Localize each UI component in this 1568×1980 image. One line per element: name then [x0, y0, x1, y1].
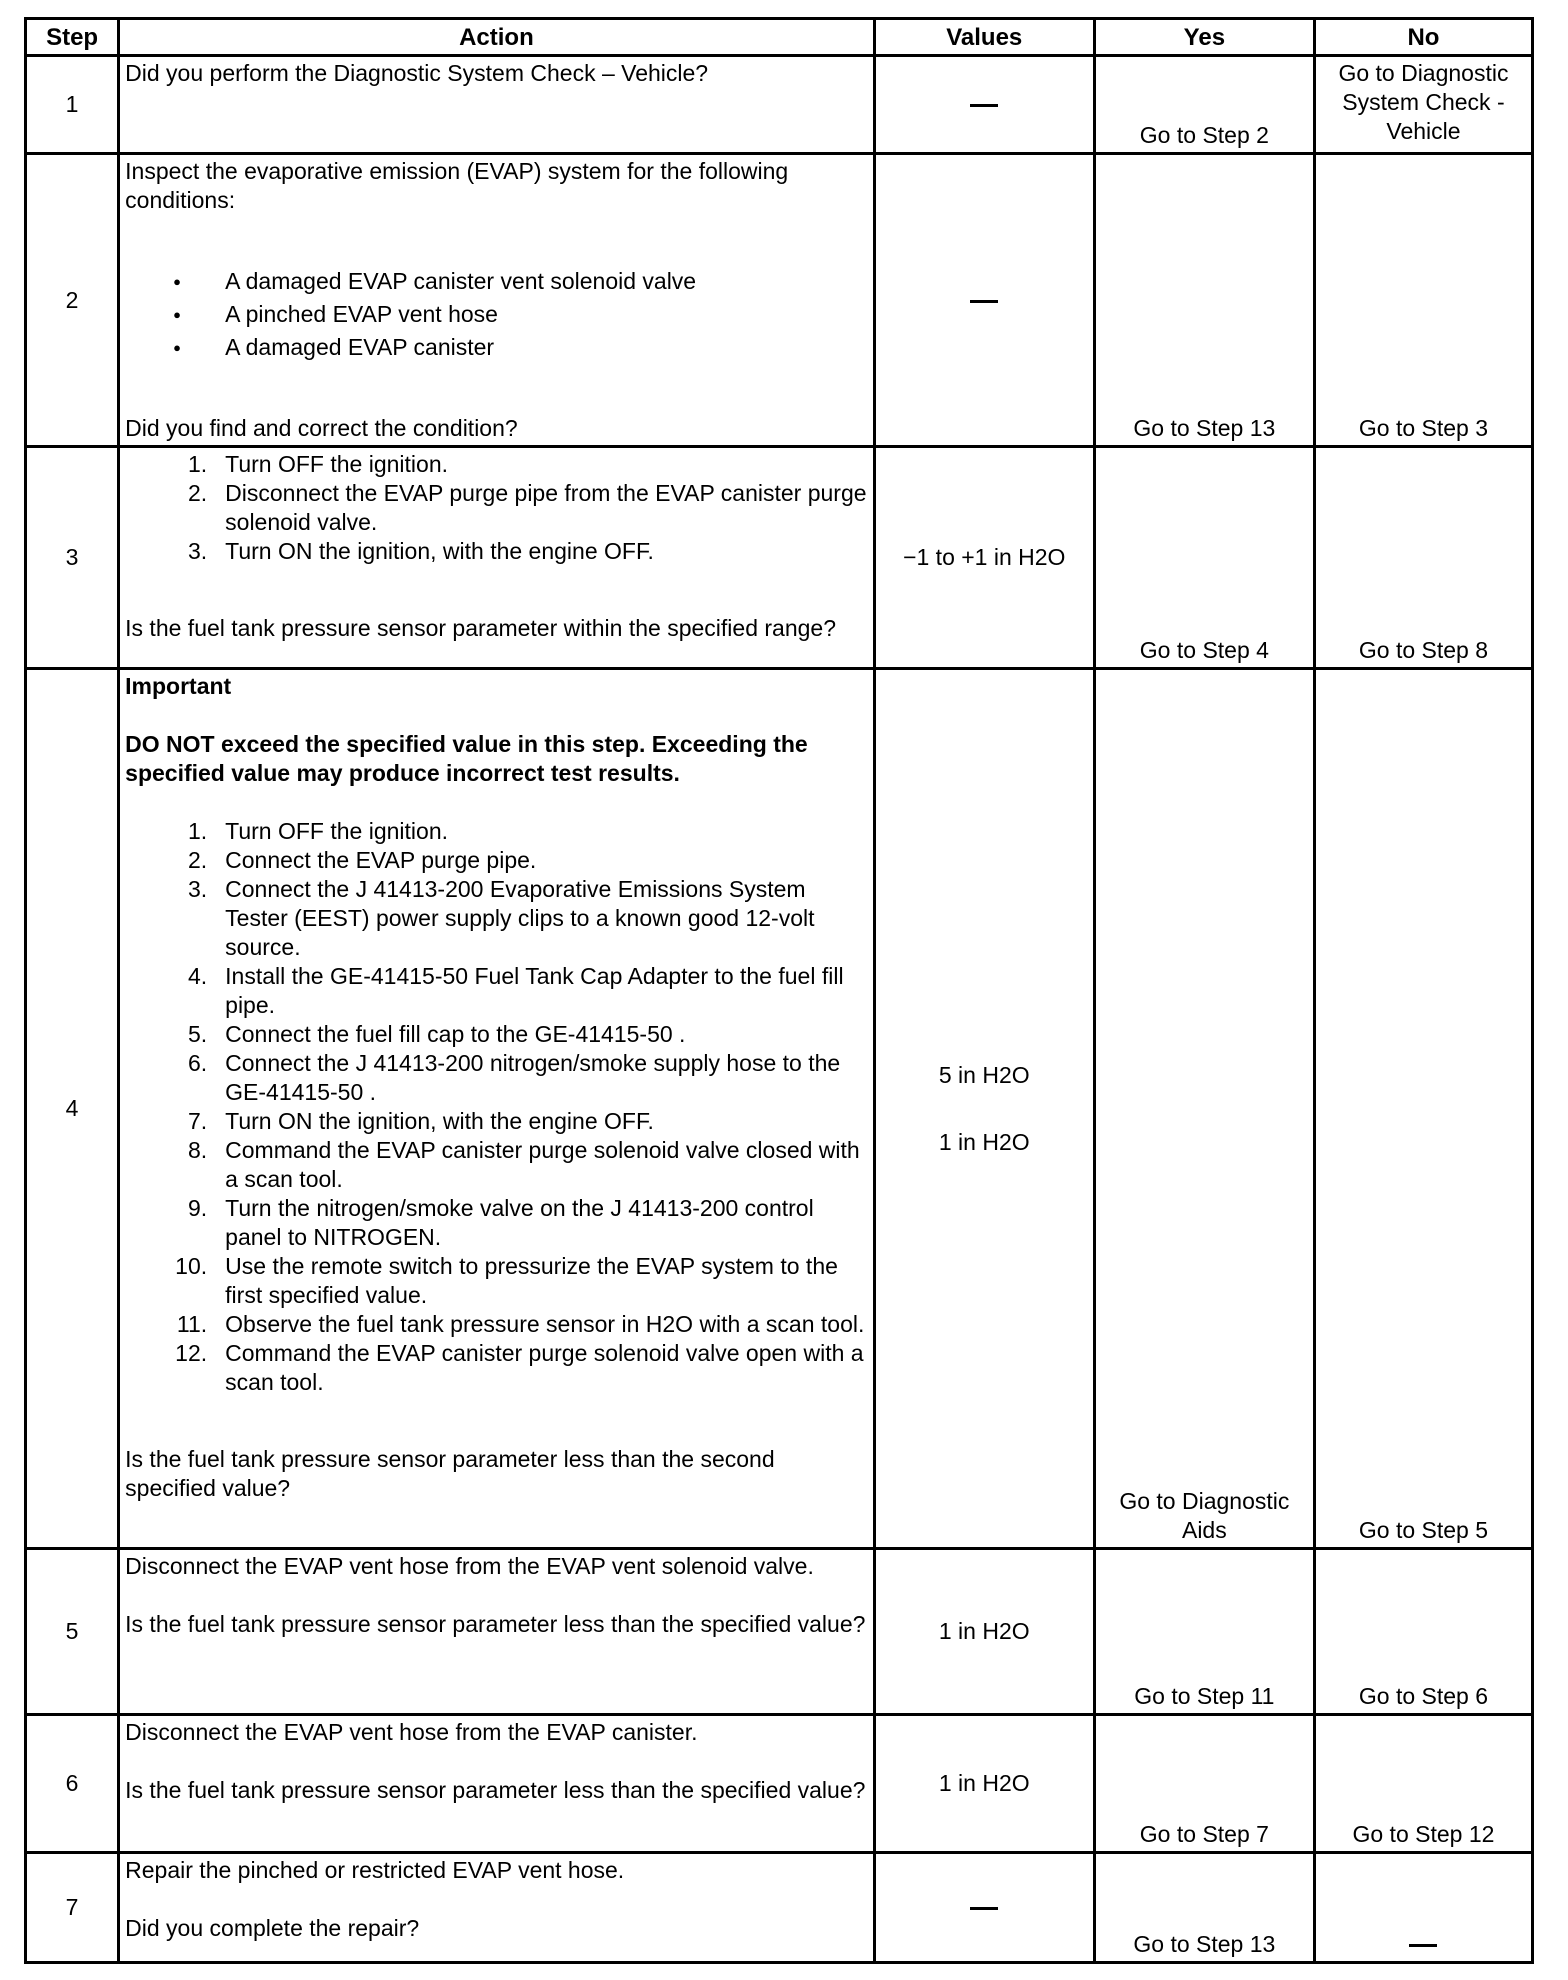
yes-cell: Go to Step 11 [1094, 1549, 1314, 1715]
step-number: 6 [26, 1715, 119, 1853]
action-cell [119, 1853, 875, 1963]
value-second: 1 in H2O [938, 1128, 1030, 1155]
important-text: DO NOT exceed the specified value in this step. Exceeding the specified value may produce incorrect test results. [125, 731, 808, 786]
action-text: Repair the pinched or restricted EVAP vent hose. [125, 1857, 625, 1883]
yes-cell: Go to Step 13 [1094, 154, 1314, 447]
header-no: No [1314, 19, 1532, 56]
table-row [26, 56, 1533, 154]
step-number: 5 [26, 1549, 119, 1715]
list-item: 2. Connect the EVAP purge pipe. [187, 847, 537, 873]
action-cell [119, 56, 875, 154]
list-item: 5. Connect the fuel fill cap to the GE-41415-50 . [187, 1021, 686, 1047]
step-number: 2 [26, 154, 119, 447]
no-cell [1314, 1853, 1532, 1963]
procedure-list [125, 450, 868, 566]
diagnostic-table [24, 17, 1534, 1964]
list-item: 2. Disconnect the EVAP purge pipe from the EVAP canister purge solenoid valve. [187, 480, 867, 535]
yes-cell: Go to Diagnostic Aids [1094, 669, 1314, 1549]
table-row [26, 1549, 1533, 1715]
action-cell [119, 154, 875, 447]
action-cell [119, 669, 875, 1549]
values-cell [874, 1853, 1094, 1963]
values-cell: 1 in H2O [874, 1715, 1094, 1853]
list-item: ● A damaged EVAP canister [225, 333, 868, 362]
list-item: 3. Connect the J 41413-200 Evaporative Emissions System Tester (EEST) power supply clips to a known good 12-volt source. [187, 876, 815, 960]
table-row [26, 1715, 1533, 1853]
value-first: 5 in H2O [938, 1061, 1030, 1088]
values-cell [874, 669, 1094, 1549]
no-cell: Go to Step 12 [1314, 1715, 1532, 1853]
list-item: 10. Use the remote switch to pressurize the EVAP system to the first specified value. [175, 1253, 838, 1308]
no-cell: Go to Step 5 [1314, 669, 1532, 1549]
yes-cell: Go to Step 7 [1094, 1715, 1314, 1853]
no-cell: Go to Diagnostic System Check - Vehicle [1314, 56, 1532, 154]
action-cell [119, 1549, 875, 1715]
list-item: 1. Turn OFF the ignition. [187, 818, 449, 844]
action-question: Is the fuel tank pressure sensor parameter within the specified range? [125, 615, 836, 641]
values-cell [874, 56, 1094, 154]
header-row [26, 19, 1533, 56]
list-item: 4. Install the GE-41415-50 Fuel Tank Cap Adapter to the fuel fill pipe. [187, 963, 844, 1018]
no-cell: Go to Step 6 [1314, 1549, 1532, 1715]
header-values: Values [874, 19, 1094, 56]
list-item: ● A pinched EVAP vent hose [225, 300, 868, 329]
procedure-list [125, 817, 868, 1397]
values-cell: −1 to +1 in H2O [874, 447, 1094, 669]
list-item: 9. Turn the nitrogen/smoke valve on the J 41413-200 control panel to NITROGEN. [187, 1195, 814, 1250]
action-question: Is the fuel tank pressure sensor parameter less than the second specified value? [125, 1446, 775, 1501]
dash-mark [970, 300, 998, 303]
action-question: Did you complete the repair? [125, 1915, 420, 1941]
header-step: Step [26, 19, 119, 56]
list-item: 7. Turn ON the ignition, with the engine OFF. [187, 1108, 654, 1134]
table-row [26, 447, 1533, 669]
condition-list [125, 267, 868, 362]
action-question: Did you find and correct the condition? [125, 415, 518, 441]
list-item: 1. Turn OFF the ignition. [187, 451, 449, 477]
list-item: 3. Turn ON the ignition, with the engine OFF. [187, 538, 654, 564]
table-row [26, 1853, 1533, 1963]
step-number: 1 [26, 56, 119, 154]
values-cell [874, 154, 1094, 447]
step-number: 3 [26, 447, 119, 669]
yes-cell: Go to Step 2 [1094, 56, 1314, 154]
list-item: 12. Command the EVAP canister purge solenoid valve open with a scan tool. [175, 1340, 864, 1395]
list-item: 11. Observe the fuel tank pressure sensor in H2O with a scan tool. [176, 1311, 865, 1337]
yes-cell: Go to Step 4 [1094, 447, 1314, 669]
action-question: Is the fuel tank pressure sensor parameter less than the specified value? [125, 1777, 866, 1803]
dash-mark [970, 104, 998, 107]
action-text: Did you perform the Diagnostic System Check – Vehicle? [125, 60, 709, 86]
list-item: 8. Command the EVAP canister purge solenoid valve closed with a scan tool. [187, 1137, 860, 1192]
table-row [26, 154, 1533, 447]
action-text: Disconnect the EVAP vent hose from the EVAP vent solenoid valve. [125, 1553, 814, 1579]
action-question: Is the fuel tank pressure sensor parameter less than the specified value? [125, 1611, 866, 1637]
step-number: 7 [26, 1853, 119, 1963]
action-cell [119, 1715, 875, 1853]
important-label: Important [125, 673, 232, 699]
no-cell: Go to Step 8 [1314, 447, 1532, 669]
action-intro: Inspect the evaporative emission (EVAP) system for the following conditions: [125, 158, 789, 213]
list-item: 6. Connect the J 41413-200 nitrogen/smoke supply hose to the GE-41415-50 . [187, 1050, 841, 1105]
step-number: 4 [26, 669, 119, 1549]
values-cell: 1 in H2O [874, 1549, 1094, 1715]
action-cell [119, 447, 875, 669]
table-row [26, 669, 1533, 1549]
header-yes: Yes [1094, 19, 1314, 56]
action-text: Disconnect the EVAP vent hose from the EVAP canister. [125, 1719, 698, 1745]
dash-mark [1409, 1944, 1437, 1947]
list-item: ● A damaged EVAP canister vent solenoid valve [225, 267, 868, 296]
no-cell: Go to Step 3 [1314, 154, 1532, 447]
yes-cell: Go to Step 13 [1094, 1853, 1314, 1963]
header-action: Action [119, 19, 875, 56]
dash-mark [970, 1907, 998, 1910]
